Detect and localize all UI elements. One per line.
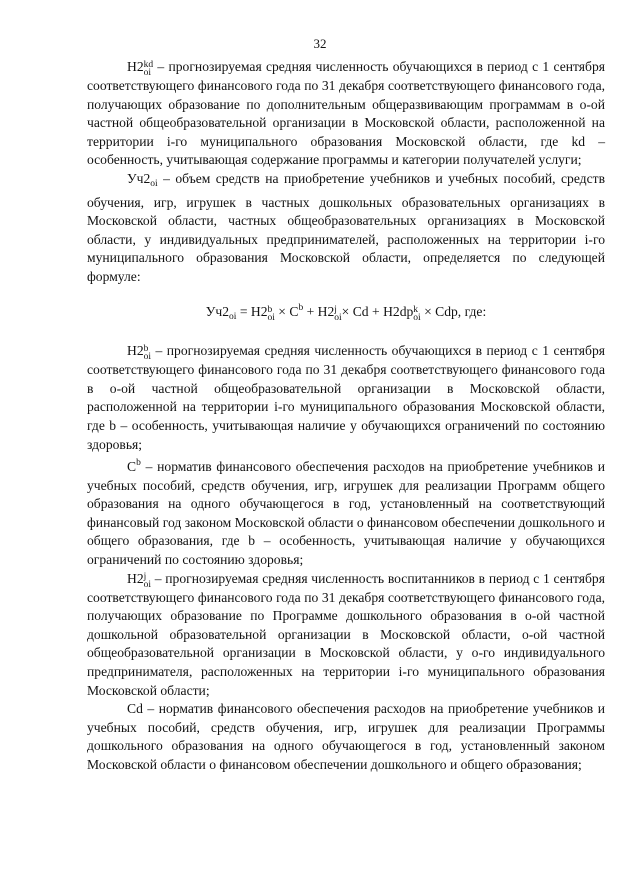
formula-t3-sup: k (413, 304, 419, 315)
formula-t1-sup: b (267, 304, 273, 315)
symbol-sub: oi (143, 579, 152, 590)
paragraph-text: – прогнозируемая средняя численность воспитанников в период с 1 сентября соответствующего финансового года по 31 декабря соответствующего финансового года, получающих образование по Программе дошкольного образования в о-ой частной дошкольной образовательной организации в Московской области, о-ой частной общеобразовательной организации в Московской области, у о-го индивидуального предпринимателя, расположенных на территории i-го муниципального образования Московской области; (87, 570, 605, 698)
paragraph-text: – объем средств на приобретение учебников и учебных пособий, средств обучения, игр, игрушек в частных дошкольных образовательных организациях в Московской области, частных общеобразовательных организациях в Московской области, у индивидуальных предпринимателей, расположенных на территории i-го муниципального образования Московской области, определяется по следующей формуле: (87, 170, 605, 284)
paragraph-text: – норматив финансового обеспечения расходов на приобретение учебников и учебных пособий, средств обучения, игр, игрушек для реализации Программы дошкольного образования на одного обучающегося в год, установленный законом Московской области о финансовом обеспечении дошкольного и общего образования; (87, 701, 605, 772)
symbol-base: Н2 (127, 570, 144, 586)
formula-t3-base: H2dp (383, 303, 414, 319)
formula-plus1: + (303, 303, 318, 319)
symbol-sup: b (143, 344, 149, 355)
formula-t3-sub: oi (413, 312, 421, 323)
formula-t2-sup: j (334, 304, 337, 315)
symbol-h2-kd (127, 59, 154, 78)
paragraph-h2-b (87, 342, 605, 454)
formula-eq: = (236, 303, 251, 319)
symbol-base: Cd (127, 701, 143, 717)
paragraph-uch2 (87, 170, 605, 287)
symbol-h2-b (127, 343, 152, 363)
page-number: 32 (313, 36, 327, 51)
symbol-base: Н2 (127, 59, 144, 74)
symbol-sub: oi (143, 68, 152, 78)
formula-lhs-sub: oi (229, 311, 237, 322)
symbol-uch2 (127, 170, 158, 189)
symbol-base: Уч2 (127, 170, 151, 186)
symbol-sub: oi (150, 178, 158, 189)
symbol-cd (127, 701, 143, 716)
formula-plus2: + (368, 303, 384, 319)
formula-lhs: Уч2 (205, 303, 230, 319)
symbol-h2-j (127, 570, 152, 590)
formula-t2-mul: × Cd (341, 303, 369, 319)
formula (87, 299, 605, 327)
paragraph-h2-kd (87, 58, 605, 170)
symbol-sup: b (136, 458, 141, 469)
symbol-c-b (127, 459, 141, 474)
formula-t1-base: Н2 (250, 303, 268, 319)
symbol-sup: j (143, 571, 147, 582)
symbol-sub: oi (143, 352, 152, 363)
paragraph-cd (87, 700, 605, 774)
formula-t1-mul-sup: b (298, 302, 304, 313)
formula-t2-base: Н2 (317, 303, 335, 319)
symbol-sup: kd (143, 60, 154, 70)
formula-t1-sub: oi (267, 312, 275, 323)
formula-t3-mul: × Cdp, где: (420, 303, 487, 319)
paragraph-c-b (87, 454, 605, 570)
paragraph-h2-j (87, 570, 605, 701)
paragraph-text: – норматив финансового обеспечения расходов на приобретение учебников и учебных пособий, средств обучения, игр, игрушек для реализации Программ общего образования на одного обучающегося в год, установленный на соответствующий финансовый год законом Московской области о финансовом обеспечении дошкольного и общего образования, где b – особенность, учитывающая наличие у обучающихся ограничений по состоянию здоровья; (87, 459, 605, 568)
symbol-base: С (127, 459, 137, 475)
symbol-base: Н2 (127, 343, 144, 359)
formula-t1-mul: × С (274, 303, 299, 319)
paragraph-text: – прогнозируемая средняя численность обучающихся в период с 1 сентября соответствующего финансового года по 31 декабря соответствующего финансового года, получающих образование по дополнительным общеразвивающим программам в о-ой частной общеобразовательной организации в Московской области, расположенной на территории i-го муниципального образования Московской области, где kd – особенность, учитывающая содержание программы и категории получателей услуги; (87, 59, 605, 168)
formula-t2-sub: oi (334, 312, 342, 323)
paragraph-text: – прогнозируемая средняя численность обучающихся в период с 1 сентября соответствующего финансового года по 31 декабря соответствующего финансового года в о-ой частной общеобразовательной организации в Московской области, расположенной на территории i-го муниципального образования Московской области, где b – особенность, учитывающая наличие у обучающихся ограничений по состоянию здоровья; (87, 343, 605, 452)
document-body (87, 58, 605, 775)
